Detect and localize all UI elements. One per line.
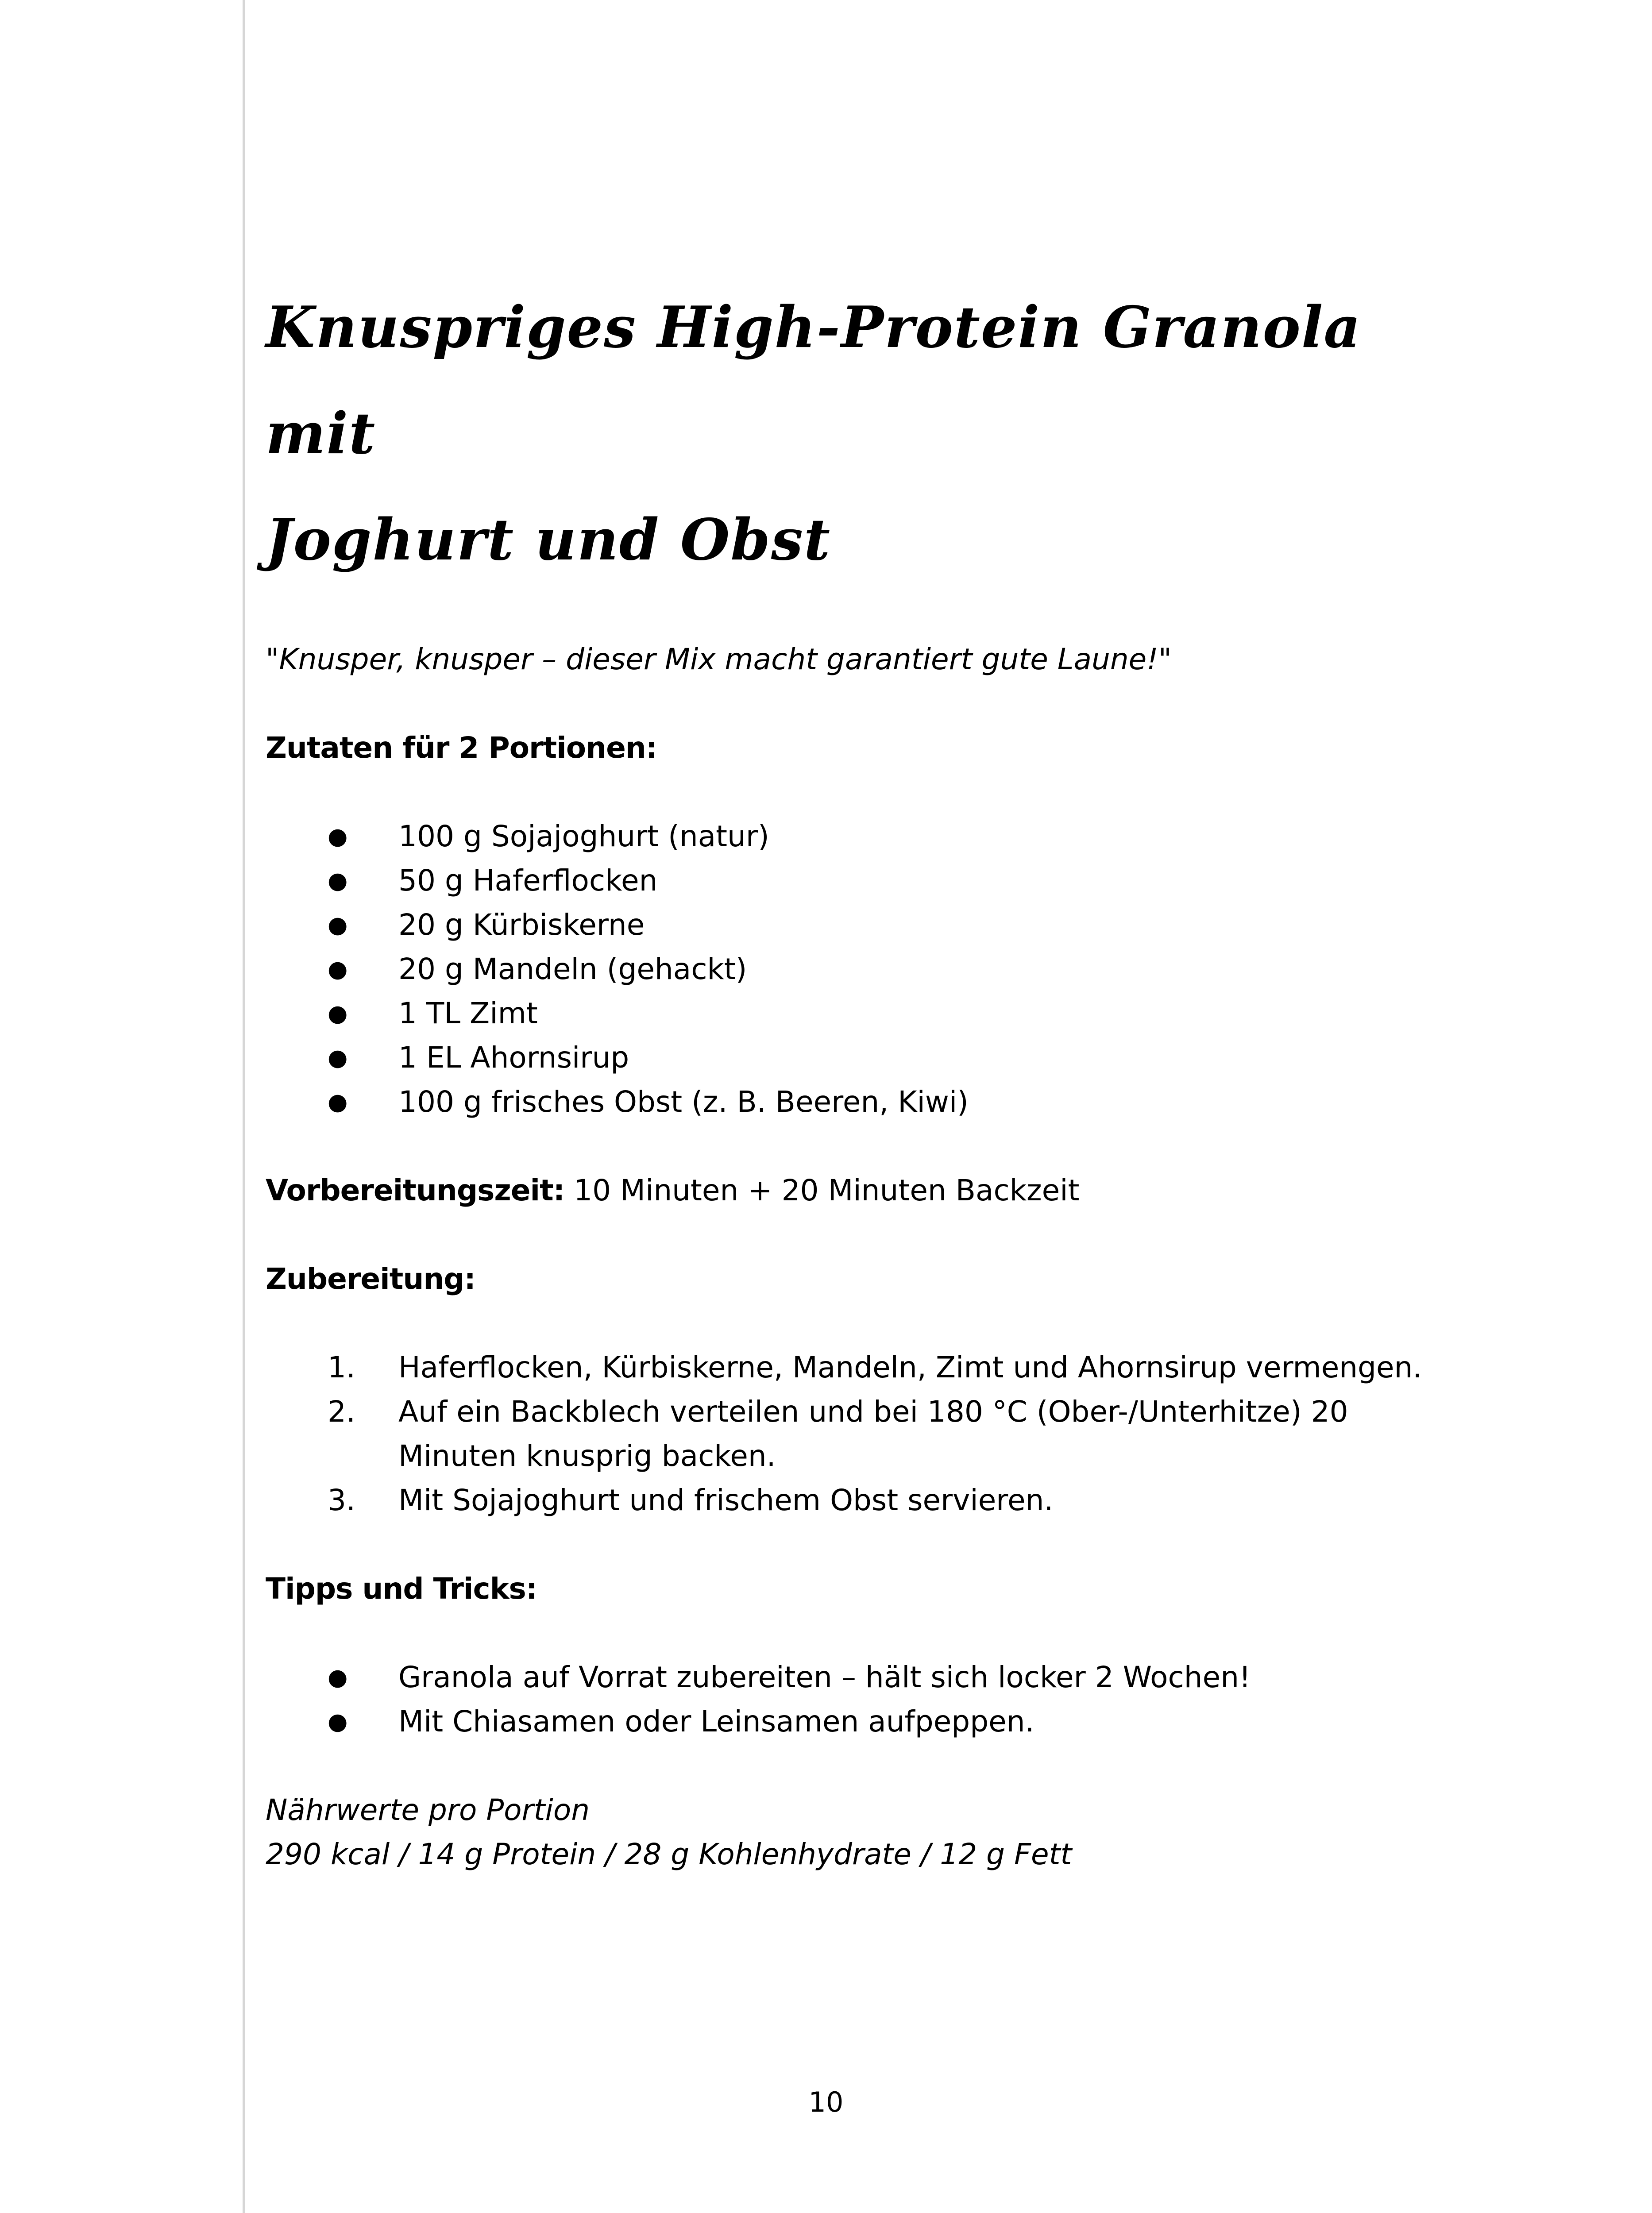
ingredient-item: ● 20 g Mandeln (gehackt) [266, 947, 1461, 991]
recipe-title [266, 274, 1461, 593]
bullet-icon: ● [328, 823, 348, 850]
page-number: 10 [808, 2086, 844, 2118]
recipe-title-line-1: Knuspriges High-Protein Granola mit [266, 294, 1362, 467]
bullet-icon: ● [328, 912, 348, 938]
bullet-icon: ● [328, 1089, 348, 1115]
prep-time-label: Vorbereitungszeit: [266, 1173, 565, 1207]
ingredient-item: ● 100 g frisches Obst (z. B. Beeren, Kiwi) [266, 1080, 1461, 1124]
tip-item: ● Mit Chiasamen oder Leinsamen aufpeppen. [266, 1700, 1461, 1744]
ingredient-item: ● 1 EL Ahornsirup [266, 1036, 1461, 1080]
ingredient-item: ● 1 TL Zimt [266, 991, 1461, 1036]
tips-heading: Tipps und Tricks: [266, 1572, 537, 1606]
bullet-icon: ● [328, 1045, 348, 1071]
preparation-heading: Zubereitung: [266, 1262, 475, 1296]
preparation-step: 1. Haferflocken, Kürbiskerne, Mandeln, Zimt und Ahornsirup vermengen. [266, 1346, 1461, 1390]
tips-list [266, 1655, 1461, 1744]
preparation-step: 2. Auf ein Backblech verteilen und bei 180 °C (Ober-/Unterhitze) 20 Minuten knusprig backen. [266, 1390, 1461, 1478]
prep-time-value: 10 Minuten + 20 Minuten Backzeit [564, 1173, 1080, 1207]
bullet-icon: ● [328, 1708, 348, 1735]
bullet-icon: ● [328, 1000, 348, 1027]
bullet-icon: ● [328, 867, 348, 894]
step-number: 2. [328, 1395, 355, 1429]
nutrition-info [266, 1788, 1461, 1877]
ingredient-item: ● 50 g Haferflocken [266, 859, 1461, 903]
step-number: 3. [328, 1483, 355, 1517]
recipe-tagline: "Knusper, knusper – dieser Mix macht garantiert gute Laune!" [266, 642, 1172, 676]
recipe-page [266, 274, 1461, 1877]
nutrition-values: 290 kcal / 14 g Protein / 28 g Kohlenhydrate / 12 g Fett [266, 1837, 1072, 1871]
prep-time [266, 1168, 1461, 1213]
bullet-icon: ● [328, 956, 348, 983]
ingredients-heading: Zutaten für 2 Portionen: [266, 731, 657, 765]
nutrition-heading: Nährwerte pro Portion [266, 1793, 590, 1827]
bullet-icon: ● [328, 1664, 348, 1691]
ingredient-item: ● 20 g Kürbiskerne [266, 903, 1461, 947]
preparation-step: 3. Mit Sojajoghurt und frischem Obst servieren. [266, 1478, 1461, 1523]
preparation-steps [266, 1346, 1461, 1523]
page-edge-line [243, 0, 245, 2213]
recipe-title-line-2: Joghurt und Obst [266, 507, 831, 573]
tip-item: ● Granola auf Vorrat zubereiten – hält sich locker 2 Wochen! [266, 1655, 1461, 1700]
step-number: 1. [328, 1350, 355, 1384]
ingredient-item: ● 100 g Sojajoghurt (natur) [266, 814, 1461, 859]
ingredients-list [266, 814, 1461, 1124]
